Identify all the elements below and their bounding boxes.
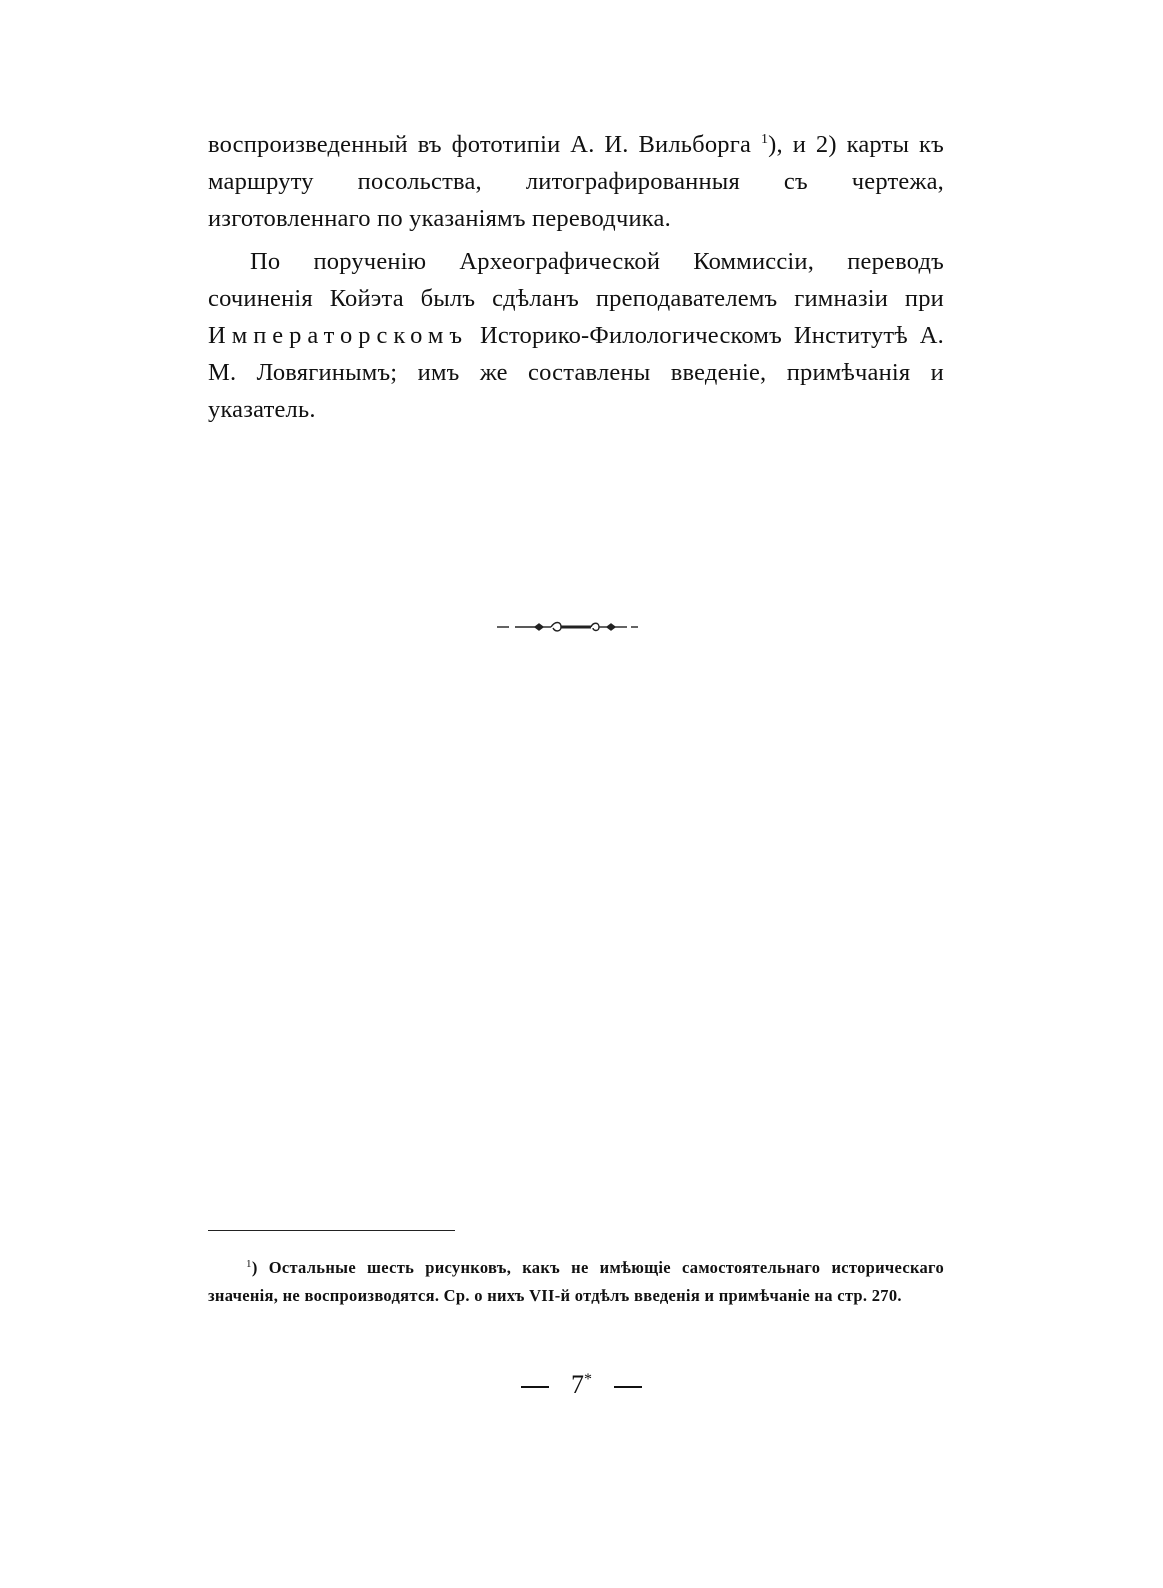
paragraph-2-spaced-word: Императорскомъ	[208, 322, 469, 349]
footnote	[208, 1254, 944, 1310]
body-text	[208, 126, 944, 428]
paragraph-1	[208, 126, 944, 237]
page-number-dash-left	[521, 1386, 549, 1388]
footnote-marker: 1	[246, 1258, 252, 1270]
paragraph-2-text-a: По порученію Археографической Коммиссіи, переводъ сочиненія Койэта былъ сдѣланъ преподавателемъ гимназіи при	[208, 248, 944, 312]
paragraph-2	[208, 243, 944, 428]
footnote-separator	[208, 1230, 455, 1231]
page-number-value: 7	[571, 1370, 584, 1399]
page-number	[0, 1360, 1163, 1405]
footnote-reference: 1	[760, 132, 769, 147]
footnote-text: ) Остальные шесть рисунковъ, какъ не имѣющіе самостоятельнаго историческаго значенія, не воспроизводятся. Ср. о нихъ VII-й отдѣлъ введенія и примѣчаніе на стр. 270.	[208, 1258, 944, 1305]
section-ornament	[495, 616, 640, 638]
page-number-mark: *	[584, 1371, 592, 1388]
paragraph-2-text-b: Историко-Филологическомъ Институтѣ А. М. Ловягинымъ; имъ же составлены введеніе, примѣчанія и указатель.	[208, 322, 944, 423]
paragraph-1-text-a: воспроизведенный въ фототипіи А. И. Вильборга	[208, 131, 752, 158]
paragraph-1-text-b: ), и 2) карты къ маршруту посольства, литографированныя съ чертежа, изготовленнаго по указаніямъ переводчика.	[208, 131, 944, 232]
page-number-dash-right	[614, 1386, 642, 1388]
footnote-paragraph	[208, 1254, 944, 1310]
